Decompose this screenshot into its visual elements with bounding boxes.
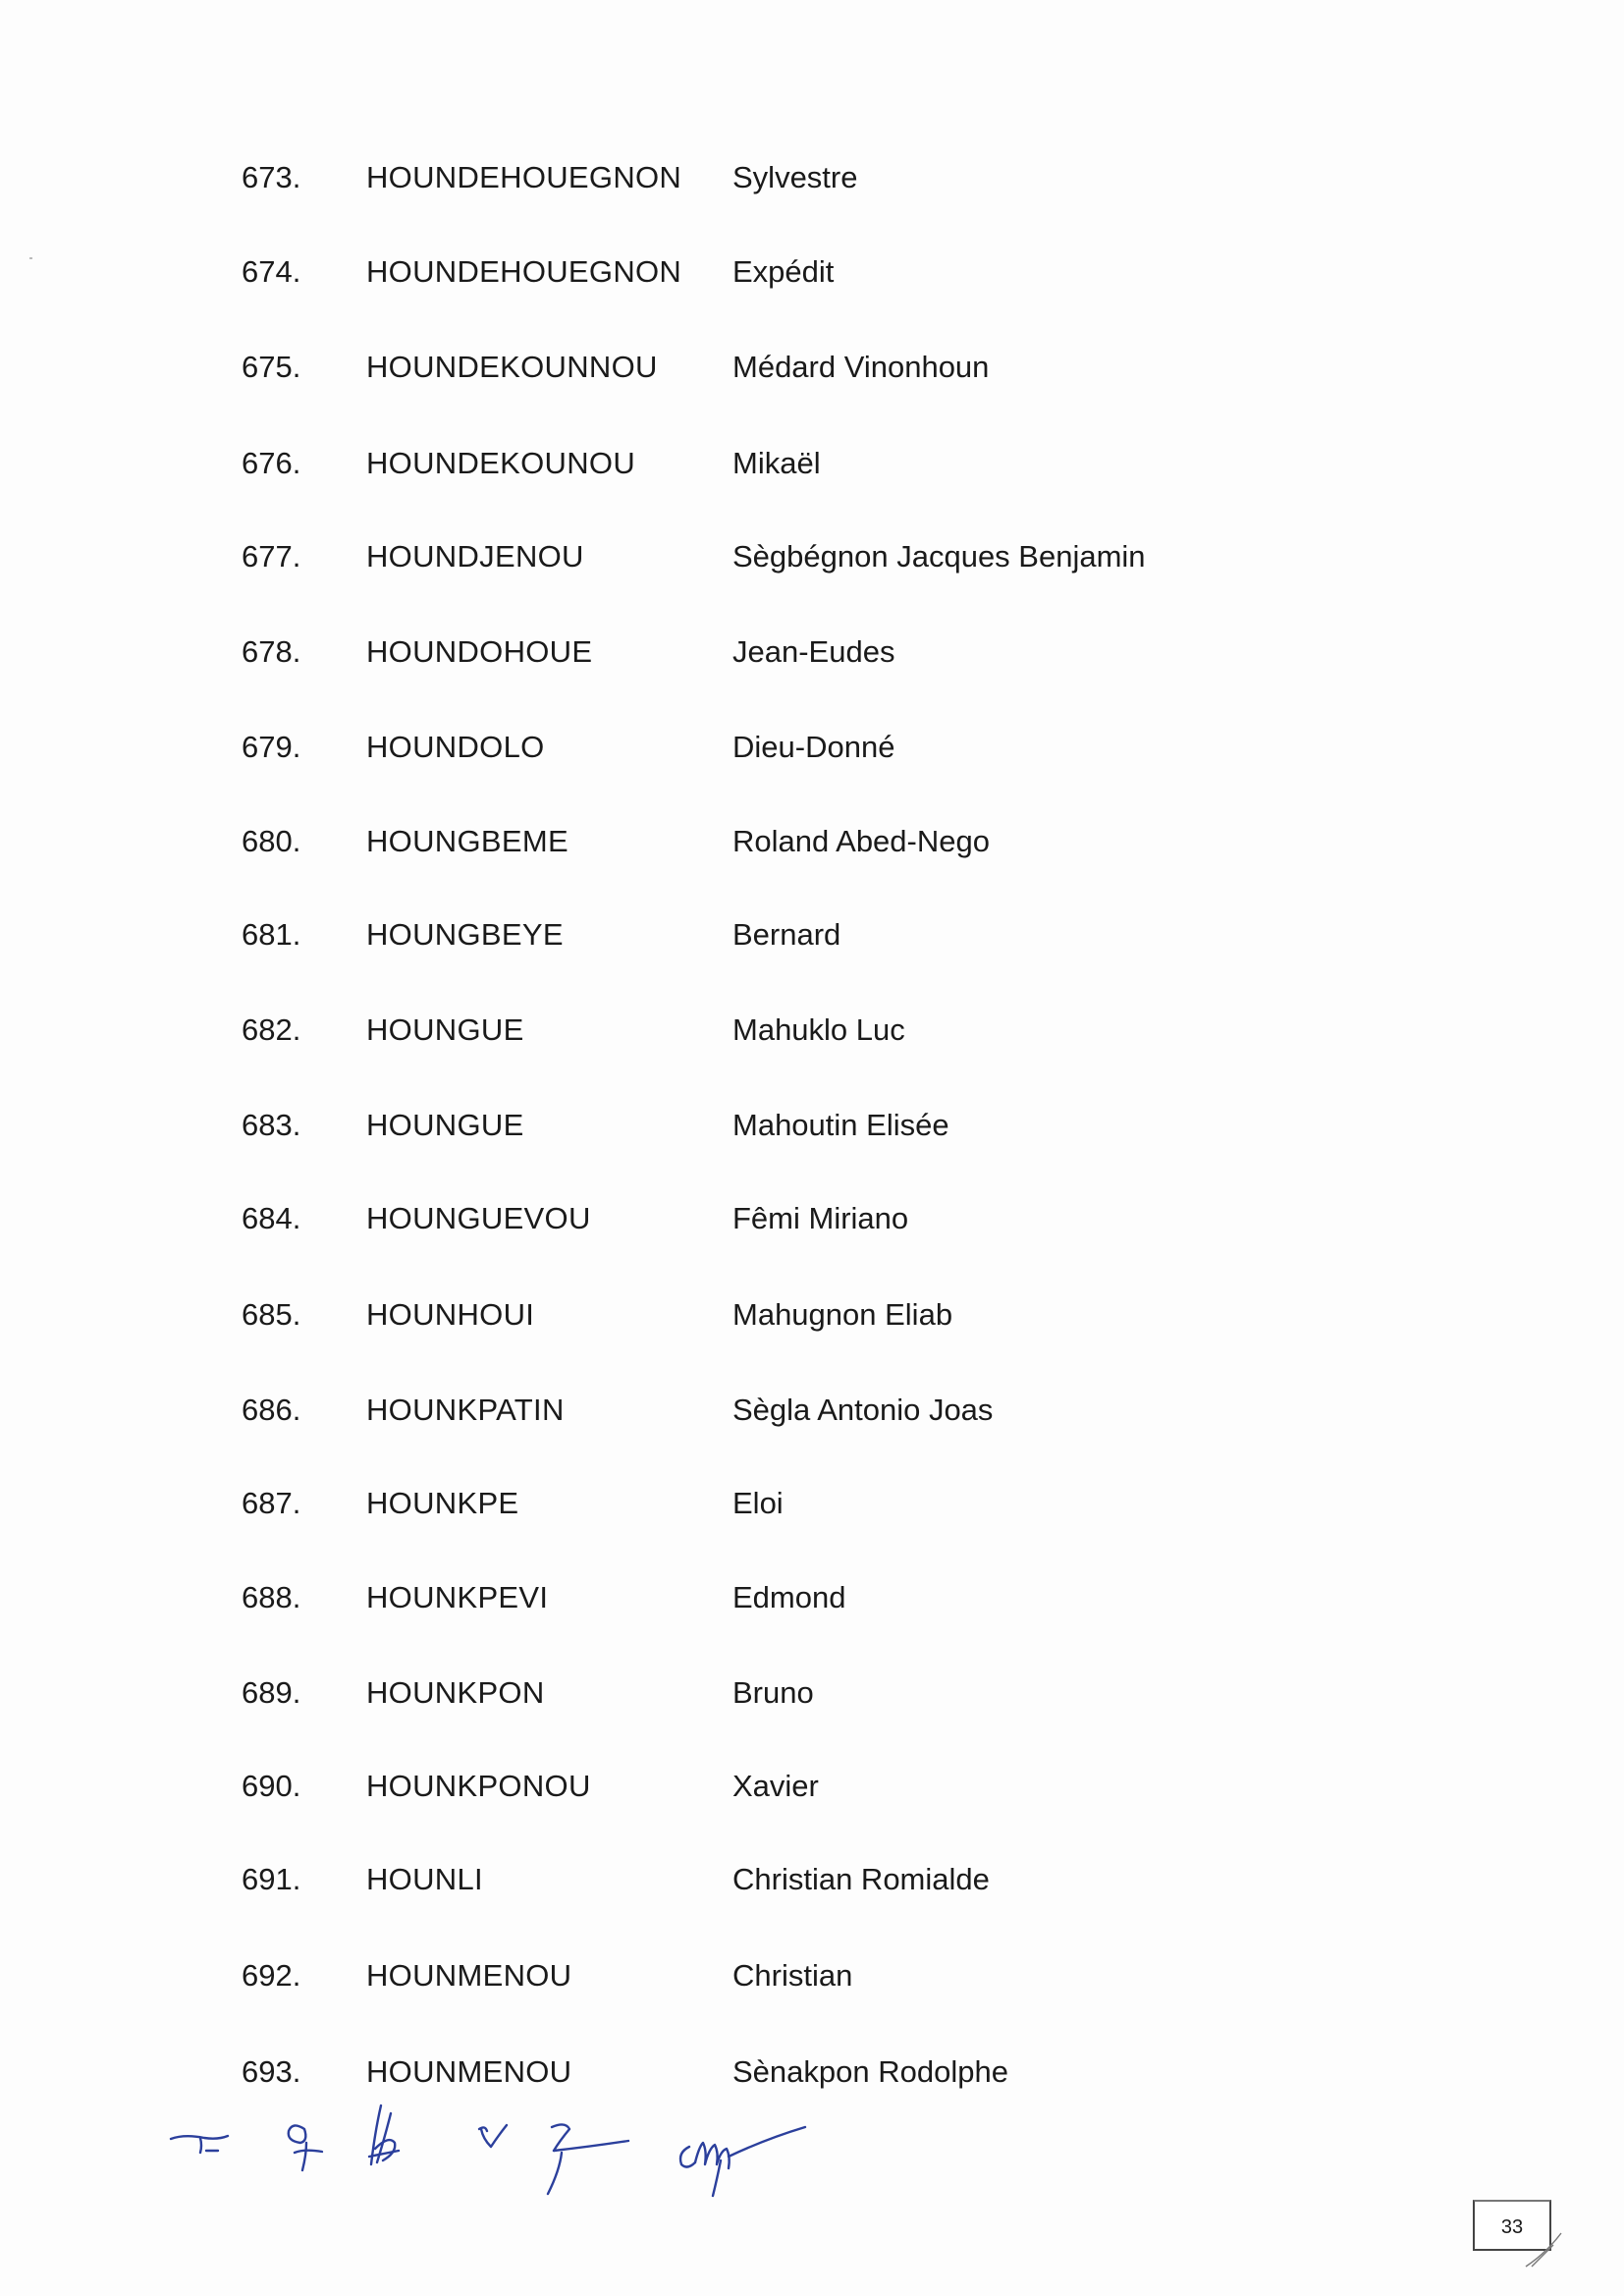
surname: HOUNKPE (366, 1486, 519, 1520)
entry-number: 689. (242, 1675, 301, 1710)
given-names: Jean-Eudes (732, 634, 895, 669)
surname: HOUNDEHOUEGNON (366, 160, 682, 194)
entry-number: 676. (242, 446, 301, 480)
entry-number: 687. (242, 1486, 301, 1520)
entry-number: 691. (242, 1862, 301, 1896)
initial-4 (479, 2125, 507, 2147)
given-names: Christian Romialde (732, 1862, 990, 1896)
surname: HOUNKPONOU (366, 1769, 591, 1803)
surname: HOUNDEKOUNNOU (366, 350, 658, 384)
entry-number: 686. (242, 1393, 301, 1427)
entry-number: 681. (242, 917, 301, 952)
surname: HOUNLI (366, 1862, 483, 1896)
surname: HOUNMENOU (366, 2054, 572, 2089)
entry-number: 684. (242, 1201, 301, 1235)
list-item (0, 1381, 1624, 1440)
initial-6 (680, 2127, 805, 2196)
surname: HOUNGBEYE (366, 917, 564, 952)
entry-number: 674. (242, 254, 301, 289)
given-names: Dieu-Donné (732, 730, 895, 764)
initial-3 (369, 2105, 399, 2164)
given-names: Mahoutin Elisée (732, 1108, 949, 1142)
given-names: Roland Abed-Nego (732, 824, 990, 858)
entry-number: 688. (242, 1580, 301, 1614)
list-item (0, 1189, 1624, 1248)
list-item (0, 527, 1624, 586)
list-item (0, 243, 1624, 301)
entry-number: 679. (242, 730, 301, 764)
entry-number: 678. (242, 634, 301, 669)
entry-number: 690. (242, 1769, 301, 1803)
list-item (0, 1001, 1624, 1060)
surname: HOUNKPON (366, 1675, 545, 1710)
given-names: Médard Vinonhoun (732, 350, 990, 384)
given-names: Fêmi Miriano (732, 1201, 909, 1235)
list-item (0, 338, 1624, 397)
surname: HOUNGUE (366, 1012, 524, 1047)
given-names: Sègbégnon Jacques Benjamin (732, 539, 1146, 574)
given-names: Sylvestre (732, 160, 858, 194)
given-names: Bruno (732, 1675, 814, 1710)
entry-number: 685. (242, 1297, 301, 1332)
initial-1 (171, 2136, 228, 2153)
surname: HOUNMENOU (366, 1958, 572, 1993)
given-names: Christian (732, 1958, 853, 1993)
surname: HOUNDOLO (366, 730, 545, 764)
surname: HOUNGUE (366, 1108, 524, 1142)
list-item (0, 1474, 1624, 1533)
list-item (0, 1664, 1624, 1722)
surname: HOUNHOUI (366, 1297, 535, 1332)
surname: HOUNKPATIN (366, 1393, 565, 1427)
entry-number: 692. (242, 1958, 301, 1993)
list-item (0, 905, 1624, 964)
list-item (0, 1757, 1624, 1816)
surname: HOUNGUEVOU (366, 1201, 591, 1235)
entry-number: 683. (242, 1108, 301, 1142)
surname: HOUNKPEVI (366, 1580, 549, 1614)
given-names: Sègla Antonio Joas (732, 1393, 994, 1427)
page-number: 33 (1473, 2200, 1551, 2251)
list-item (0, 1285, 1624, 1344)
entry-number: 682. (242, 1012, 301, 1047)
page-curl-icon (1524, 2229, 1567, 2269)
given-names: Mahuklo Luc (732, 1012, 905, 1047)
entry-number: 673. (242, 160, 301, 194)
list-item (0, 623, 1624, 682)
surname: HOUNDOHOUE (366, 634, 593, 669)
given-names: Mahugnon Eliab (732, 1297, 953, 1332)
entry-number: 677. (242, 539, 301, 574)
list-item (0, 1946, 1624, 2005)
list-item (0, 1568, 1624, 1627)
list-item (0, 148, 1624, 207)
list-item (0, 718, 1624, 777)
list-item (0, 434, 1624, 493)
entry-number: 680. (242, 824, 301, 858)
surname: HOUNGBEME (366, 824, 568, 858)
list-item (0, 1850, 1624, 1909)
entry-number: 675. (242, 350, 301, 384)
given-names: Edmond (732, 1580, 846, 1614)
entry-number: 693. (242, 2054, 301, 2089)
initial-2 (289, 2125, 322, 2170)
handwritten-initials (157, 2092, 844, 2200)
list-item (0, 1096, 1624, 1155)
given-names: Mikaël (732, 446, 821, 480)
initial-5 (548, 2124, 628, 2194)
surname: HOUNDJENOU (366, 539, 584, 574)
surname: HOUNDEKOUNOU (366, 446, 636, 480)
given-names: Eloi (732, 1486, 784, 1520)
given-names: Bernard (732, 917, 841, 952)
given-names: Expédit (732, 254, 835, 289)
given-names: Sènakpon Rodolphe (732, 2054, 1008, 2089)
surname: HOUNDEHOUEGNON (366, 254, 682, 289)
given-names: Xavier (732, 1769, 819, 1803)
list-item (0, 812, 1624, 871)
